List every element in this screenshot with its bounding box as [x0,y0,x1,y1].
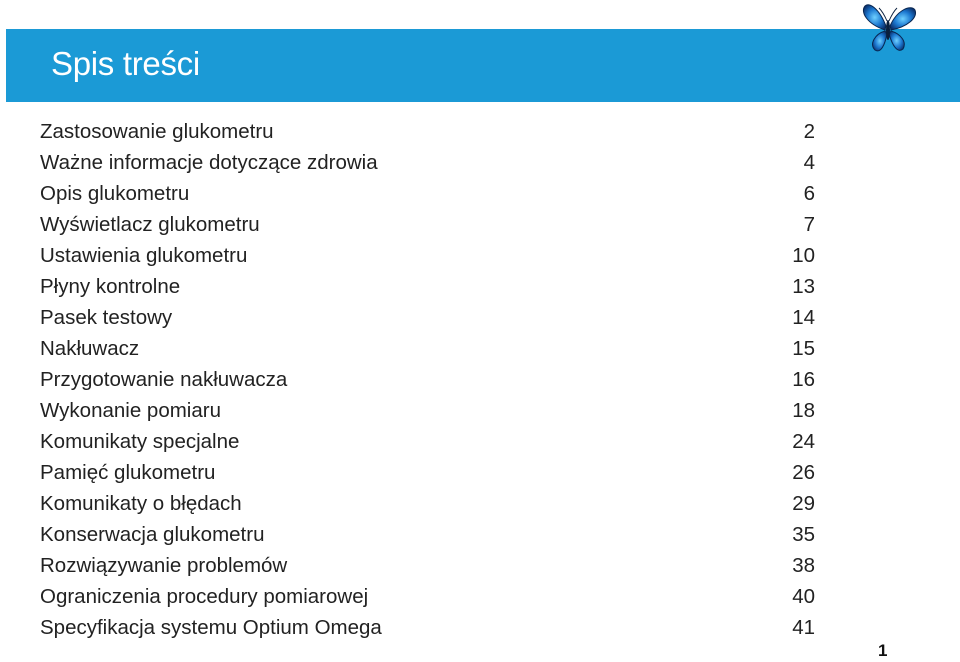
toc-entry-title: Wykonanie pomiaru [40,399,221,422]
toc-entry-title: Konserwacja glukometru [40,523,265,546]
toc-entry-page: 29 [792,492,815,515]
toc-entry-title: Rozwiązywanie problemów [40,554,288,577]
toc-entry-title: Opis glukometru [40,182,190,205]
toc-entry-title: Komunikaty o błędach [40,492,242,515]
toc-entry-page: 24 [792,430,815,453]
toc-entry [40,364,815,395]
toc-entry [40,488,815,519]
toc-entry-title: Pamięć glukometru [40,461,216,484]
toc-entry [40,240,815,271]
toc-entry-page: 18 [792,399,815,422]
toc-entry [40,333,815,364]
toc-entry-title: Ograniczenia procedury pomiarowej [40,585,369,608]
page-number: 1 [878,641,888,660]
toc-entry-page: 14 [792,306,815,329]
toc-entry [40,581,815,612]
toc-entry [40,426,815,457]
toc-entry [40,457,815,488]
toc-entry-title: Specyfikacja systemu Optium Omega [40,616,382,639]
toc-entry-title: Nakłuwacz [40,337,140,360]
toc-entry-page: 40 [792,585,815,608]
toc-entry [40,116,815,147]
toc-entry [40,271,815,302]
toc-entry-page: 7 [803,213,815,236]
toc-entry-title: Ustawienia glukometru [40,244,248,267]
toc-entry [40,395,815,426]
toc-entry-page: 13 [792,275,815,298]
toc-entry-page: 35 [792,523,815,546]
toc-entry [40,519,815,550]
toc-entry-page: 41 [792,616,815,639]
toc-entry-title: Zastosowanie glukometru [40,120,274,143]
page-title: Spis treści [51,45,200,82]
butterfly-icon [857,0,919,58]
toc-entry-title: Ważne informacje dotyczące zdrowia [40,151,378,174]
toc-entry [40,147,815,178]
toc-entry-title: Pasek testowy [40,306,173,329]
table-of-contents [40,116,815,643]
toc-entry-title: Wyświetlacz glukometru [40,213,260,236]
toc-entry-page: 10 [792,244,815,267]
toc-entry-page: 16 [792,368,815,391]
toc-entry [40,209,815,240]
toc-entry-page: 4 [803,151,815,174]
toc-entry [40,178,815,209]
toc-entry-title: Przygotowanie nakłuwacza [40,368,288,391]
toc-entry [40,612,815,643]
toc-entry [40,550,815,581]
toc-entry-page: 26 [792,461,815,484]
toc-entry-page: 38 [792,554,815,577]
toc-entry-title: Płyny kontrolne [40,275,181,298]
toc-entry-title: Komunikaty specjalne [40,430,240,453]
toc-entry-page: 15 [792,337,815,360]
toc-entry-page: 6 [803,182,815,205]
toc-entry-page: 2 [803,120,815,143]
toc-entry [40,302,815,333]
